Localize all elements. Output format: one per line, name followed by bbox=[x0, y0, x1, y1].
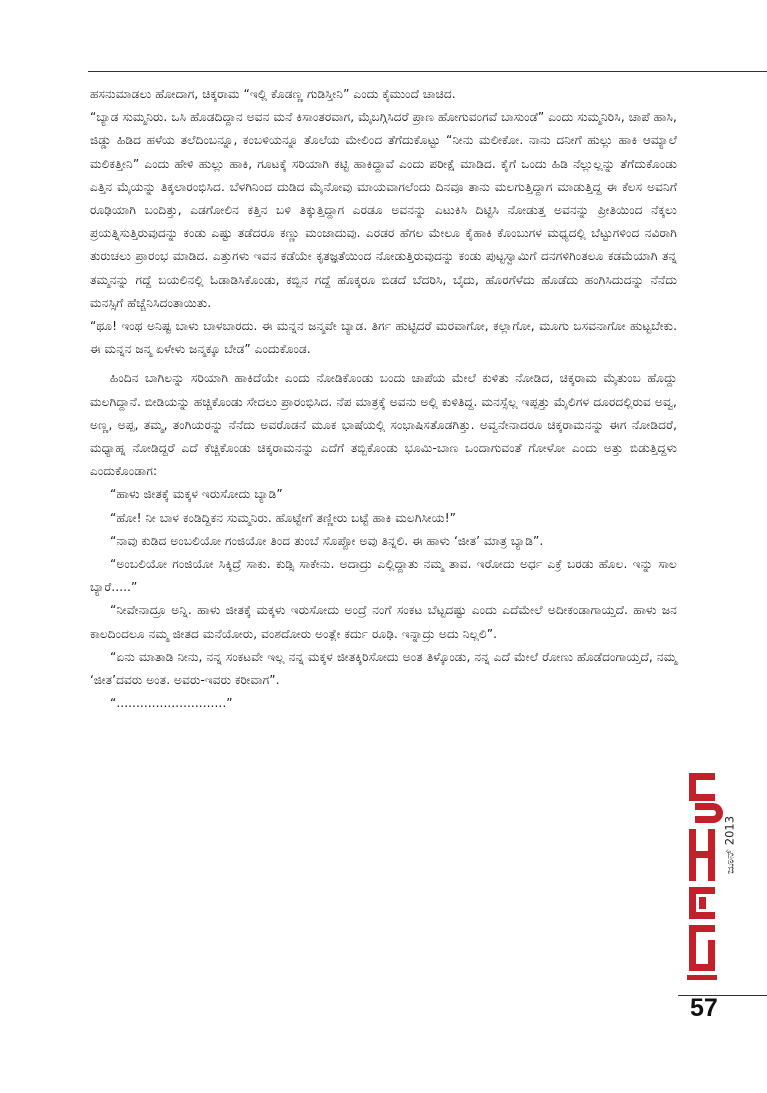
issue-date bbox=[720, 775, 740, 915]
dialogue-ellipsis: “............................” bbox=[110, 696, 233, 711]
dialogue-5: “ನೀವೇನಾದ್ರೂ ಅನ್ನಿ. ಹಾಳು ಜೀತಕ್ಕೆ ಮಕ್ಕಳು ಇರುಸೋದು ಅಂದ್ರೆ ನಂಗೆ ಸಂಕಟ ಬೆಟ್ಟದಷ್ಟು ಎಂದು ಎದೆಮೇಲೆ ಅದೀಕಂಡಾಗಾಯ್ತದೆ. ಹಾಳು ಜನ ಕಾಲದಿಂದಲೂ ನಮ್ಮ ಜೀತದ ಮನೆಯೋರು, ವಂಶದೋರು ಅಂತ್ಲೇ ಕರ್ದು ರೂಢಿ. ಇನ್ನಾದ್ರು ಅದು ನಿಲ್ಲಲಿ”. bbox=[90, 603, 677, 641]
dialogue-1: “ಹಾಳು ಜೀತಕ್ಕೆ ಮಕ್ಕಳ ಇರುಸೋದು ಬ್ಯಾಡಿ” bbox=[110, 487, 283, 502]
paragraph-1: ಹಸನುಮಾಡಲು ಹೋದಾಗ, ಚಿಕ್ಕರಾಮ “ಇಲ್ಲಿ ಕೊಡಣ್ಣ ಗುಡಿಸ್ತೀನಿ” ಎಂದು ಕೈಮುಂದೆ ಚಾಚಿದ. bbox=[90, 87, 456, 101]
paragraph-4: ಹಿಂದಿನ ಬಾಗಿಲನ್ನು ಸರಿಯಾಗಿ ಹಾಕಿದೆಯೇ ಎಂದು ನೋಡಿಕೊಂಡು ಬಂದು ಚಾಪೆಯ ಮೇಲೆ ಕುಳಿತು ನೋಡಿದ, ಚಿಕ್ಕರಾಮ ಮೈತುಂಬ ಹೊದ್ದು ಮಲಗಿದ್ದಾನೆ. ಬೀಡಿಯನ್ನು ಹಚ್ಚಿಕೊಂಡು ಸೇದಲು ಪ್ರಾರಂಭಿಸಿದ. ನೆಪ ಮಾತ್ರಕ್ಕೆ ಅವನು ಅಲ್ಲಿ ಕುಳಿತಿದ್ದ. ಮನಸ್ಸೆಲ್ಲ ಇಪ್ಪತ್ತು ಮೈಲಿಗಳ ದೂರದಲ್ಲಿರುವ ಅವ್ವ, ಅಣ್ಣ, ಅಪ್ಪ, ತಮ್ಮ, ತಂಗಿಯರನ್ನು ನೆನೆದು ಅವರೊಡನೆ ಮೂಕ ಭಾಷೆಯಲ್ಲಿ ಸಂಭಾಷಿಸತೊಡಗಿತ್ತು. ಅವ್ವನೇನಾದರೂ ಚಿಕ್ಕರಾಮನನ್ನು ಈಗ ನೋಡಿದರೆ, ಮಧ್ಯಾಹ್ನ ನೋಡಿದ್ದರೆ ಎದೆ ಕೆಚ್ಚಿಕೊಂಡು ಚಿಕ್ಕರಾಮನನ್ನು ಎದೆಗೆ ತಬ್ಬಿಕೊಂಡು ಭೂಮಿ-ಬಾಣ ಒಂದಾಗುವಂತೆ ಗೋಳೋ ಎಂದು ಅತ್ತು ಬಿಡುತ್ತಿದ್ದಳು ಎಂದುಕೊಂಡಾಗ: bbox=[90, 371, 677, 479]
dialogue-6: “ಏನು ಮಾತಾಡಿ ನೀನು, ನನ್ನ ಸಂಕಟವೇ ಇಲ್ಲ ನನ್ನ ಮಕ್ಕಳ ಜೀತಕ್ಕಿರಿಸೋದು ಅಂತ ತಿಳ್ಕೊಂಡು, ನನ್ನ ಎದೆ ಮೇಲೆ ರೋಣು ಹೊಡೆದಂಗಾಯ್ತದೆ, ನಮ್ಮ ‘ಜೀತ’ದವರು ಅಂತ. ಅವರು-ಇವರು ಕರೀವಾಗ”. bbox=[90, 649, 677, 688]
header-rule bbox=[88, 71, 767, 72]
page-number: 57 bbox=[690, 994, 718, 1022]
magazine-logo bbox=[683, 765, 723, 985]
issue-date-text: ಜೂನ್ 2013 bbox=[722, 815, 737, 875]
paragraph-2: “ಬ್ಯಾಡ ಸುಮ್ಮನಿರು. ಒಸಿ ಹೊಡದಿದ್ದಾನ ಅವನ ಮನೆ ಕಿಸಾಂತರವಾಗ, ಮೈಬಗ್ಗಿಸಿದರೆ ಪ್ರಾಣ ಹೋಗುವಂಗವೆ ಬಾಸುಂಡೆ” ಎಂದು ಸುಮ್ಮನಿರಿಸಿ, ಚಾಪೆ ಹಾಸಿ, ಜಿಡ್ಡು ಹಿಡಿದ ಹಳೆಯ ತಲೆದಿಂಬನ್ನೂ, ಕಂಬಳಿಯನ್ನೂ ತೊಲೆಯ ಮೇಲಿಂದ ತೆಗೆದುಕೊಟ್ಟು “ನೀನು ಮಲೀಕೋ. ನಾನು ದನೀಗೆ ಹುಲ್ಲು ಹಾಕಿ ಆಮ್ಯಾಲೆ ಮಲಿಕತ್ತೀನಿ” ಎಂದು ಹೇಳಿ ಹುಲ್ಲು ಹಾಕಿ, ಗೂಟಕ್ಕೆ ಸರಿಯಾಗಿ ಕಟ್ಟಿ ಹಾಕಿದ್ದಾವೆ ಎಂದು ಪರೀಕ್ಷೆ ಮಾಡಿದ. ಕೈಗೆ ಒಂದು ಹಿಡಿ ನೆಲ್ಲುಲ್ಲನ್ನು ತೆಗೆದುಕೊಂಡು ಎತ್ತಿನ ಮೈಯನ್ನು ತಿಕ್ಕಲಾರಂಭಿಸಿದ. ಬೆಳಗಿನಿಂದ ದುಡಿದ ಮೈನೋವು ಮಾಯವಾಗಲೆಂದು ದಿನವೂ ತಾನು ಮಲಗುತ್ತಿದ್ದಾಗ ಮಾಡುತ್ತಿದ್ದ ಈ ಕೆಲಸ ಅವನಿಗೆ ರೂಢಿಯಾಗಿ ಬಂದಿತ್ತು, ಎಡಗೋಲಿನ ಕತ್ತಿನ ಬಳಿ ತಿಕ್ಕುತ್ತಿದ್ದಾಗ ಎರಡೂ ಅವನನ್ನು ಎಟುಕಿಸಿ ದಿಟ್ಟಿಸಿ ನೋಡುತ್ತ ಅವನನ್ನು ಪ್ರೀತಿಯಿಂದ ನೆಕ್ಕಲು ಪ್ರಯತ್ನಿಸುತ್ತಿರುವುದನ್ನು ಕಂಡು ಎಷ್ಟು ತಡೆದರೂ ಕಣ್ಣು ಮಂಜಾದುವು. ಎರಡರ ಹೆಗಲ ಮೇಲೂ ಕೈಹಾಕಿ ಕೊಂಬುಗಳ ಮಧ್ಯದಲ್ಲಿ ಬೆಟ್ಟುಗಳಿಂದ ನವಿರಾಗಿ ತುರುಚಲು ಪ್ರಾರಂಭ ಮಾಡಿದ. ಎತ್ತುಗಳು ಇವನ ಕಡೆಯೇ ಕೃತಜ್ಞತೆಯಿಂದ ನೋಡುತ್ತಿರುವುದನ್ನು ಕಂಡು ಪುಟ್ಟಸ್ವಾಮಿಗೆ ದನಗಳಿಗಿಂತಲೂ ಕಡಮೆಯಾಗಿ ತನ್ನ ತಮ್ಮನನ್ನು ಗದ್ದೆ ಬಯಲಿನಲ್ಲಿ ಓಡಾಡಿಸಿಕೊಂಡು, ಕಬ್ಬಿನ ಗದ್ದೆ ಹೊಕ್ಕರೂ ಬಿಡದೆ ಬೆದರಿಸಿ, ಬೈದು, ಹೊರಗೆಳೆದು ಹೊಡೆದು ಹಂಗಿಸಿದುದನ್ನು ನೆನೆದು ಮನಸ್ಸಿಗೆ ಹೆಚ್ಚೆನಿಸಿದಂತಾಯಿತು. bbox=[90, 110, 677, 310]
paragraph-3: “ಥೂ! ಇಂಥ ಅನಿಷ್ಟ ಬಾಳು ಬಾಳಬಾರದು. ಈ ಮನ್ನನ ಜನ್ಮವೇ ಬ್ಯಾಡ. ತಿರ್ಗ ಹುಟ್ಟಿದರೆ ಮರವಾಗೋ, ಕಲ್ಲಾಗೋ, ಮೂಗು ಬಸವನಾಗೋ ಹುಟ್ಟಬೇಕು. ಈ ಮನ್ನನ ಜನ್ಮ ಏಳೇಳು ಜನ್ಮಕ್ಕೂ ಬೇಡ” ಎಂದುಕೊಂಡ. bbox=[90, 319, 677, 357]
dialogue-4: “ಅಂಬಲಿಯೋ ಗಂಜಿಯೋ ಸಿಕ್ಕಿದ್ರೆ ಸಾಕು. ಕುಡ್ಸಿ ಸಾಕೇನು. ಅದಾದ್ರು ಎಲ್ಲಿದ್ದಾತು ನಮ್ಮ ತಾವ. ಇರೋದು ಅರ್ಧ ಎಕ್ರೆ ಬರಡು ಹೊಲ. ಇನ್ನು ಸಾಲ ಬ್ಯಾರೆ.....” bbox=[90, 557, 677, 595]
dialogue-3: “ನಾವು ಕುಡಿದ ಅಂಬಲಿಯೋ ಗಂಜಿಯೋ ತಿಂದ ತುಂಬೆ ಸೊಪ್ಪೋ ಅವು ತಿನ್ನಲಿ. ಈ ಹಾಳು ‘ಜೀತ’ ಮಾತ್ರ ಬ್ಯಾಡಿ”. bbox=[110, 533, 544, 548]
dialogue-2: “ಹೋ! ನೀ ಬಾಳ ಕಂಡಿದ್ದಿಕನ ಸುಮ್ಮನಿರು. ಹೊಟ್ಟೇಗೆ ತಣ್ಣೀರು ಬಟ್ಟೆ ಹಾಕಿ ಮಲಗಿಸೀಯ!” bbox=[110, 510, 457, 525]
magazine-logo-wordmark bbox=[683, 765, 723, 985]
article-body bbox=[90, 83, 677, 715]
